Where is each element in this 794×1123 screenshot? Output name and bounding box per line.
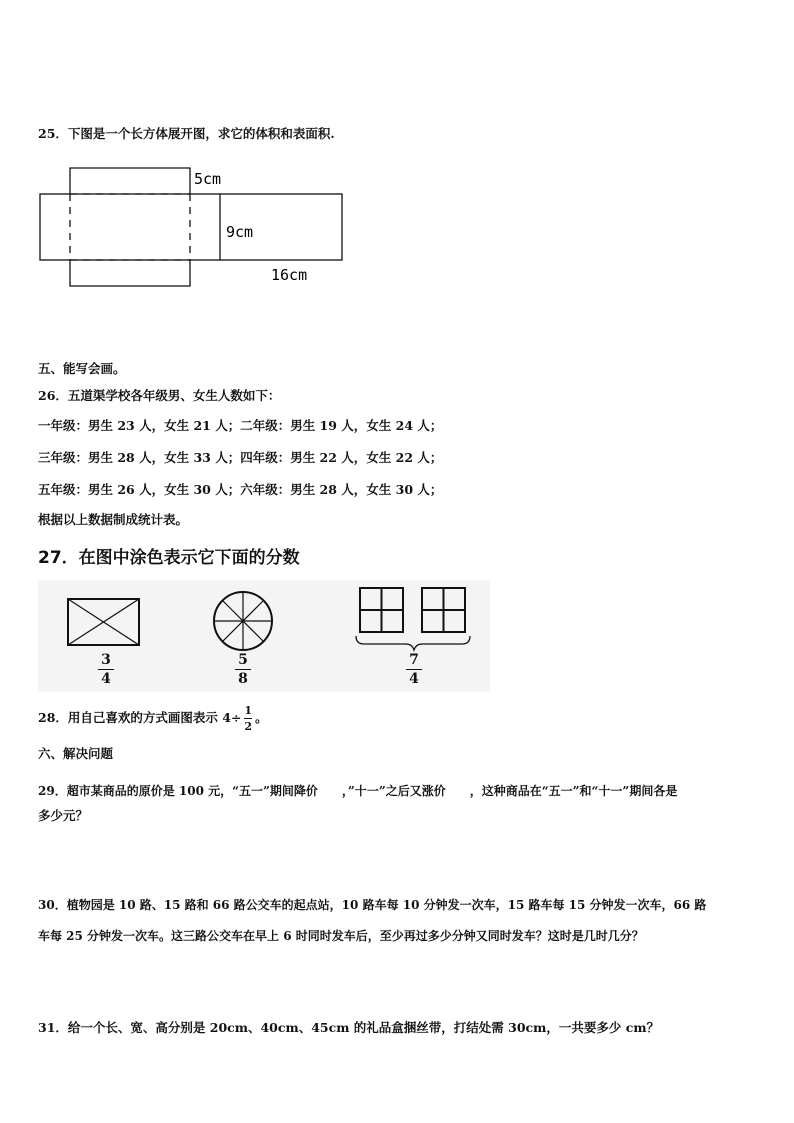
q30-line-1: 30．植物园是 10 路、15 路和 66 路公交车的起点站，10 路车每 10 分钟发一次车，15 路车每 15 分钟发一次车，66 路 (38, 898, 707, 912)
q29-line-2: 多少元？ (38, 808, 89, 823)
q25-text: 25．下图是一个长方体展开图，求它的体积和表面积. (38, 126, 335, 141)
q28-fraction: $\frac{1}{2}$ (244, 704, 253, 733)
fraction-7-4: 7 4 (406, 653, 422, 686)
label-length: 16cm (271, 266, 308, 284)
label-width: 9cm (226, 223, 254, 241)
fraction-3-4: 3 4 (98, 653, 114, 686)
section-6-heading: 六、解决问题 (38, 746, 114, 761)
cuboid-net-diagram (38, 162, 348, 292)
q28-text (38, 703, 268, 733)
q27-figure-panel (38, 580, 490, 692)
q31-line-1: 31．给一个长、宽、高分别是 20cm、40cm、45cm 的礼品盒捆丝带，打结处需 30cm，一共要多少 cm？ (38, 1020, 660, 1035)
net-top-flap (70, 168, 190, 194)
q26-row-1: 一年级：男生 23 人，女生 21 人；二年级：男生 19 人，女生 24 人； (38, 418, 443, 433)
q26-row-3: 五年级：男生 26 人，女生 30 人；六年级：男生 28 人，女生 30 人； (38, 482, 443, 497)
q27-title: 27．在图中涂色表示它下面的分数 (38, 548, 300, 568)
label-height: 5cm (194, 170, 222, 188)
net-bottom-flap (70, 260, 190, 286)
q29-line-1: 29．超市某商品的原价是 100 元，“五一”期间降价 ，”十一”之后又涨价 ，这种商品在“五一”和“十一”期间各是 (38, 784, 678, 798)
q26-row-2: 三年级：男生 28 人，女生 33 人；四年级：男生 22 人，女生 22 人； (38, 450, 443, 465)
q30-line-2: 车每 25 分钟发一次车。这三路公交车在早上 6 时同时发车后，至少再过多少分钟又同时发车？这时是几时几分？ (38, 929, 644, 943)
q28-suffix: 。 (255, 710, 268, 725)
fraction-5-8: 5 8 (235, 653, 251, 686)
q26-footer: 根据以上数据制成统计表。 (38, 512, 189, 527)
q26-intro: 26．五道渠学校各年级男、女生人数如下： (38, 388, 281, 403)
section-5-heading: 五、能写会画。 (38, 361, 126, 376)
brace (356, 636, 470, 650)
net-main-strip (40, 194, 342, 260)
q28-prefix: 28．用自己喜欢的方式画图表示 4÷ (38, 710, 242, 725)
